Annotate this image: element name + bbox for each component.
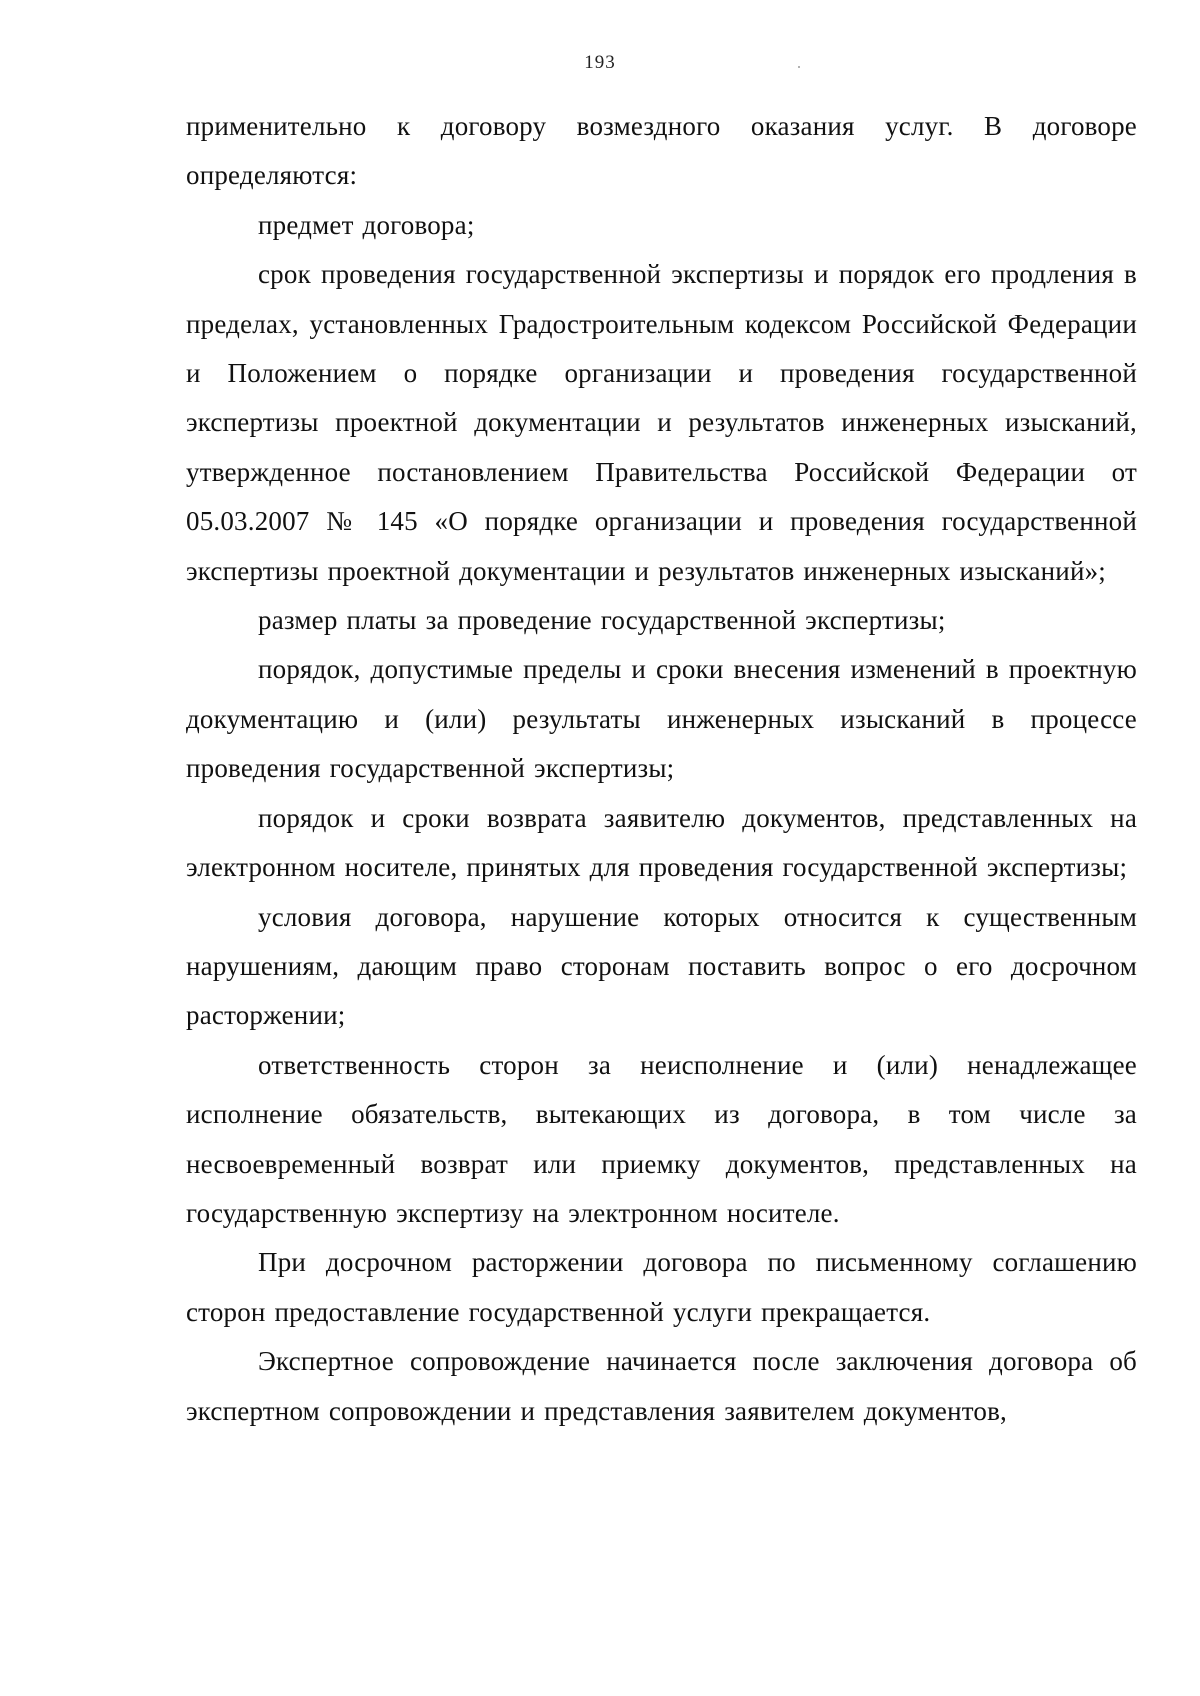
paragraph-term: срок проведения государственной экспертизы и порядок его продления в пределах, установленных Градостроительным кодексом Российской Федерации и Положением о порядке организации и проведения государственной экспертизы проектной документации и результатов инженерных изысканий, утвержденное постановлением Правительства Российской Федерации от 05.03.2007 № 145 «О порядке организации и проведения государственной экспертизы проектной документации и результатов инженерных изысканий»; [186,259,1137,586]
paragraph-contract-intro: применительно к договору возмездного оказания услуг. В договоре определяются: [186,111,1137,191]
page-number: 193 [584,52,616,73]
paragraph-liability: ответственность сторон за неисполнение и (или) ненадлежащее исполнение обязательств, вытекающих из договора, в том числе за несвоевременный возврат или приемку документов, представленных на государственную экспертизу на электронном носителе. [186,1049,1137,1228]
paragraph-termination: При досрочном расторжении договора по письменному соглашению сторон предоставление государственной услуги прекращается. [186,1247,1137,1327]
paragraph-return: порядок и сроки возврата заявителю документов, представленных на электронном носителе, принятых для проведения государственной экспертизы; [186,802,1137,883]
paragraph-changes: порядок, допустимые пределы и сроки внесения изменений в проектную документацию и (или) результаты инженерных изысканий в процессе проведения государственной экспертизы; [186,654,1137,784]
paragraph-expert-support: Экспертное сопровождение начинается после заключения договора об экспертном сопровождении и представления заявителем документов, [186,1346,1137,1426]
paragraph-subject: предмет договора; [258,209,475,240]
scan-artifact-dot [798,66,800,68]
document-body [186,102,1137,1436]
paragraph-conditions: условия договора, нарушение которых относится к существенным нарушениям, дающим право сторонам поставить вопрос о его досрочном расторжении; [186,901,1137,1031]
paragraph-fee: размер платы за проведение государственной экспертизы; [258,605,946,636]
